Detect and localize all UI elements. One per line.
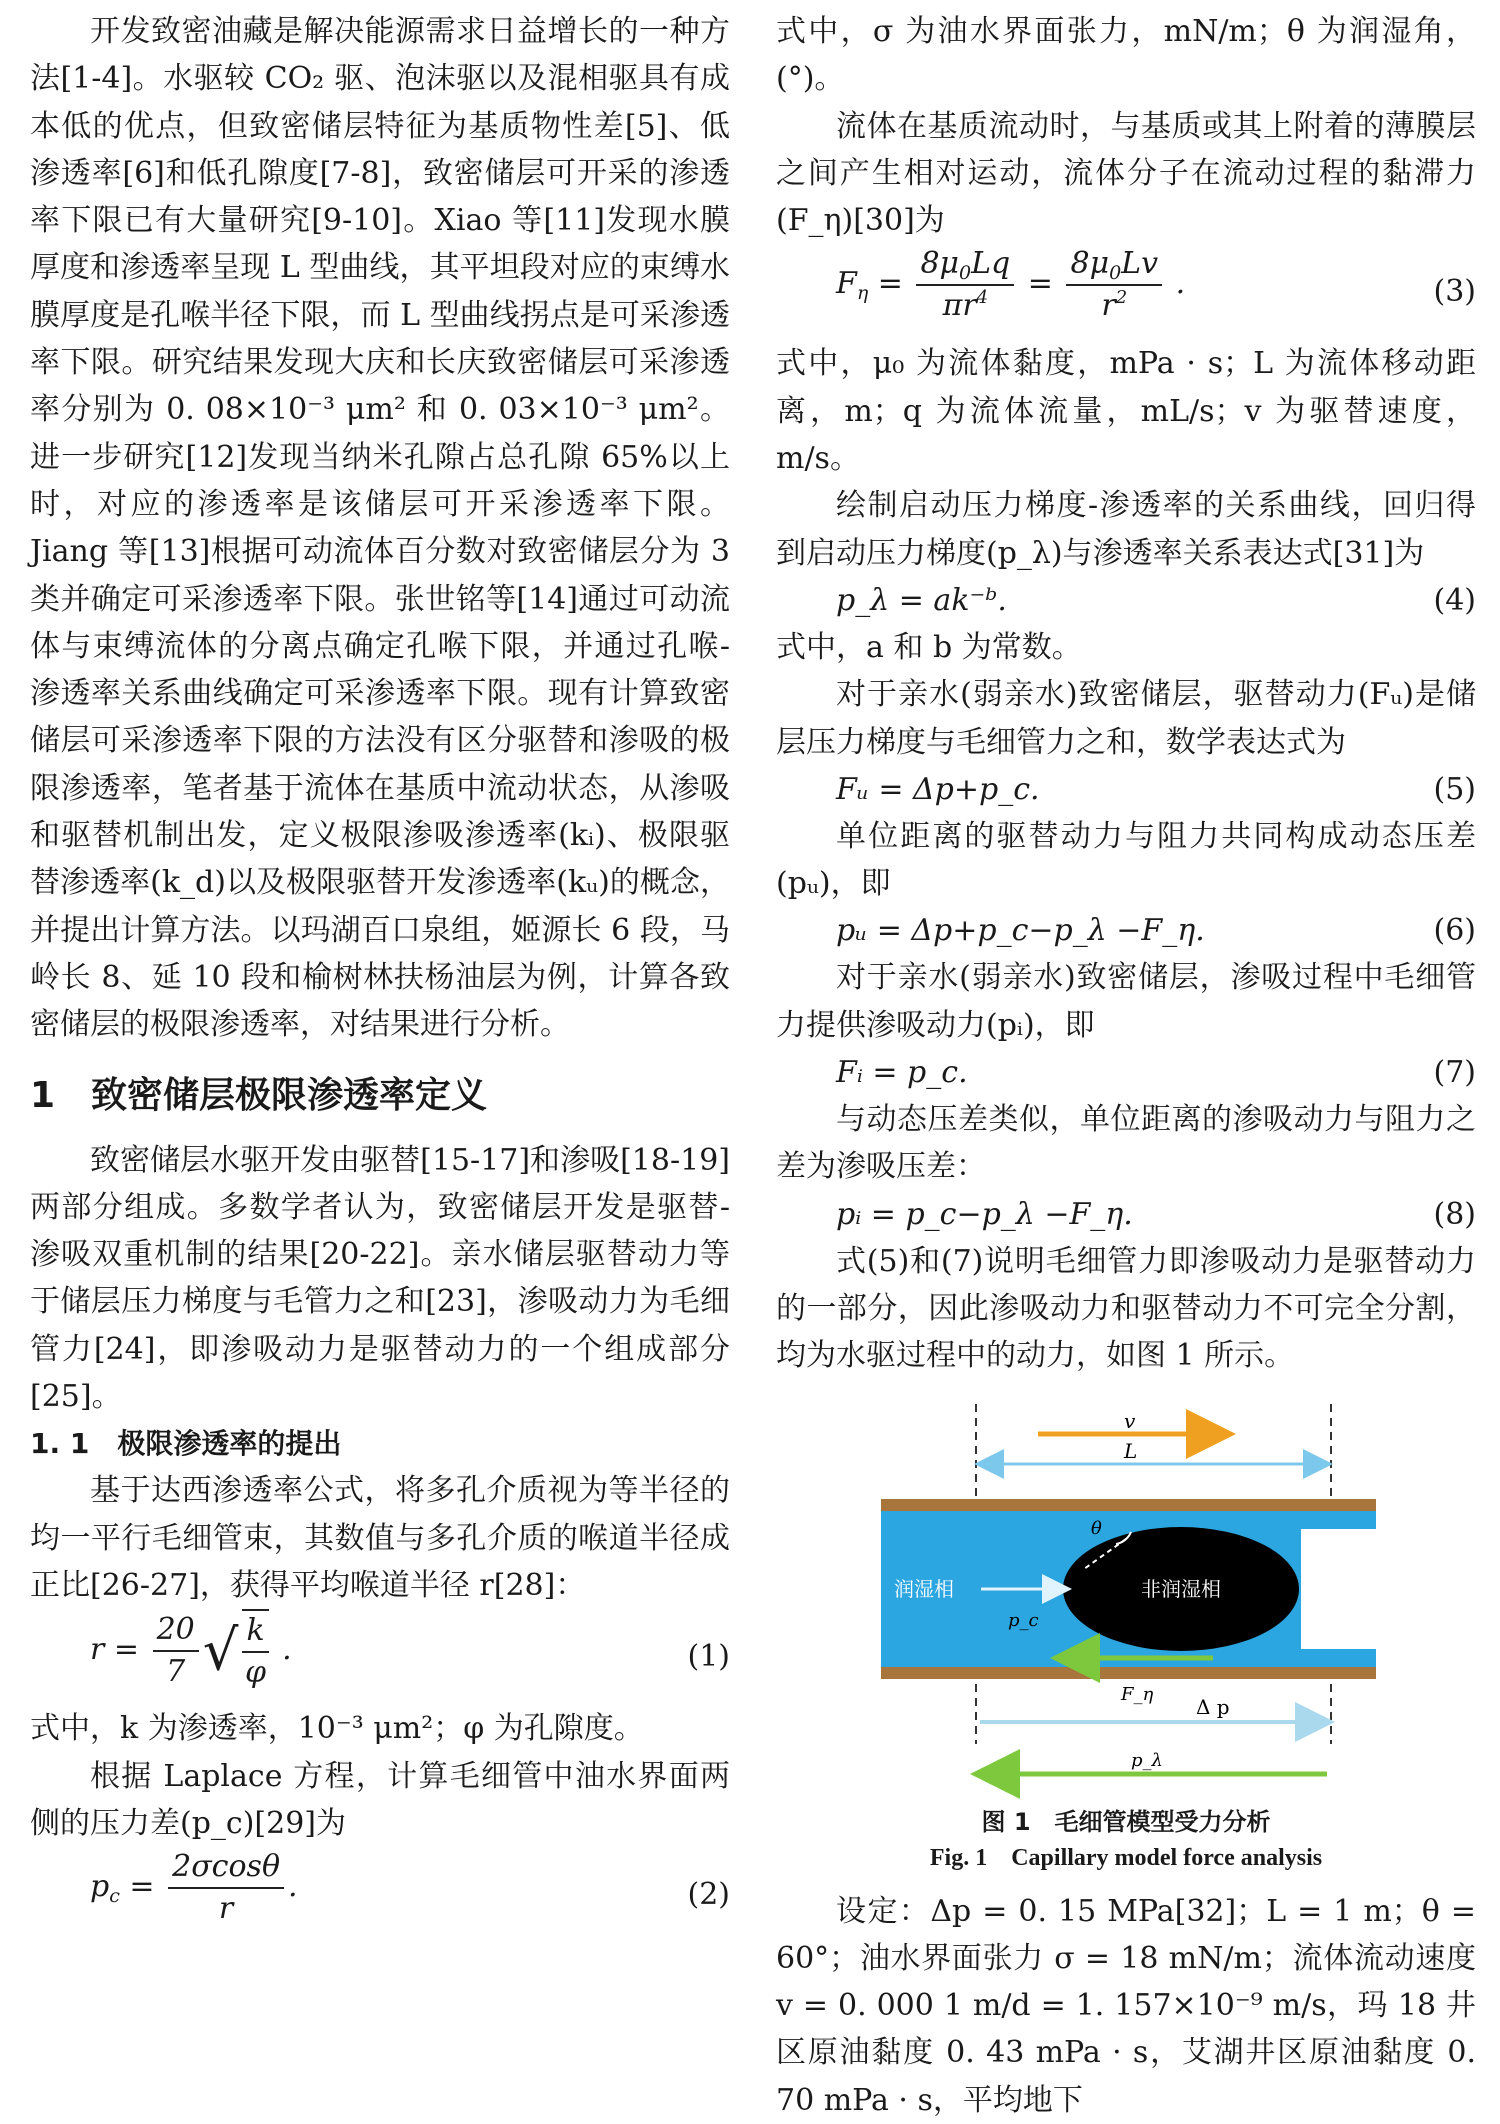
subsection-heading: 1. 1 极限渗透率的提出 bbox=[30, 1427, 342, 1461]
pc-label: p_c bbox=[1008, 1609, 1039, 1631]
capillary-diagram bbox=[776, 1404, 1476, 1804]
equation-4-number: (4) bbox=[1433, 582, 1476, 618]
equation-4-formula: p_λ = ak⁻ᵇ. bbox=[836, 582, 1007, 618]
imbibition-paragraph: 对于亲水(弱亲水)致密储层，渗吸过程中毛细管力提供渗吸动力(pᵢ)，即 bbox=[776, 960, 1476, 1043]
equation-1-number: (1) bbox=[687, 1639, 730, 1675]
equation-5-formula: Fᵤ = Δp+p_c. bbox=[836, 771, 1040, 807]
wetting-phase-label: 润湿相 bbox=[894, 1576, 954, 1601]
equation-5-number: (5) bbox=[1433, 771, 1476, 807]
equation-1 bbox=[30, 1609, 730, 1705]
plambda-label: p_λ bbox=[1131, 1749, 1163, 1771]
dp-label: Δ p bbox=[1196, 1694, 1230, 1719]
darcy-paragraph: 基于达西渗透率公式，将多孔介质视为等半径的均一平行毛细管束，其数值与多孔介质的喉道半径成正比[26-27]，获得平均喉道半径 r[28]： bbox=[30, 1473, 730, 1603]
equation-2-number: (2) bbox=[687, 1877, 730, 1913]
equation-3-formula: $F_\eta$ = $\frac{8\mu_0Lq}{\pi r^4}$ = $\frac{8\mu_0Lv}{r^2}$ . bbox=[836, 246, 1186, 324]
equation-7 bbox=[776, 1049, 1476, 1096]
intro-paragraph: 开发致密油藏是解决能源需求日益增长的一种方法[1-4]。水驱较 CO₂ 驱、泡沫驱以及混相驱具有成本低的优点，但致密储层特征为基质物性差[5]、低渗透率[6]和低孔隙度[7-8]，致密储层可开采的渗透率下限已有大量研究[9-10]。Xiao 等[11]发现水膜厚度和渗透率呈现 L 型曲线，其平坦段对应的束缚水膜厚度是孔喉半径下限，而 L 型曲线拐点是可采渗透率下限。研究结果发现大庆和长庆致密储层可采渗透率分别为 0. 08×10⁻³ μm² 和 0. 03×10⁻³ μm²。进一步研究[12]发现当纳米孔隙占总孔隙 65%以上时，对应的渗透率是该储层可开采渗透率下限。Jiang 等[13]根据可动流体百分数对致密储层分为 3 类并确定可采渗透率下限。张世铭等[14]通过可动流体与束缚流体的分离点确定孔喉下限，并通过孔喉-渗透率关系曲线确定可采渗透率下限。现有计算致密储层可采渗透率下限的方法没有区分驱替和渗吸的极限渗透率，笔者基于流体在基质中流动状态，从渗吸和驱替机制出发，定义极限渗吸渗透率(kᵢ)、极限驱替渗透率(k_d)以及极限驱替开发渗透率(kᵤ)的概念，并提出计算方法。以玛湖百口泉组，姬源长 6 段，马岭长 8、延 10 段和榆树林扶杨油层为例，计算各致密储层的极限渗透率，对结果进行分析。 bbox=[30, 14, 730, 1043]
right-column bbox=[776, 8, 1476, 2124]
laplace-paragraph: 根据 Laplace 方程，计算毛细管中油水界面两侧的压力差(p_c)[29]为 bbox=[30, 1758, 730, 1841]
viscous-paragraph: 流体在基质流动时，与基质或其上附着的薄膜层之间产生相对运动，流体分子在流动过程的黏滞力(F_η)[30]为 bbox=[776, 108, 1476, 239]
eq4-where: 式中，a 和 b 为常数。 bbox=[776, 629, 1082, 665]
gradient-paragraph: 绘制启动压力梯度-渗透率的关系曲线，回归得到启动压力梯度(p_λ)与渗透率关系表达式[31]为 bbox=[776, 488, 1476, 571]
equation-2 bbox=[30, 1847, 730, 1943]
equation-3-number: (3) bbox=[1433, 274, 1476, 310]
left-column bbox=[30, 8, 730, 1943]
tube-top-wall bbox=[881, 1499, 1376, 1511]
equation-6-number: (6) bbox=[1433, 913, 1476, 949]
eq3-where: 式中，μ₀ 为流体黏度，mPa · s；L 为流体移动距离，m；q 为流体流量，mL/s；v 为驱替速度，m/s。 bbox=[776, 346, 1476, 477]
settings-paragraph: 设定：Δp = 0. 15 MPa[32]；L = 1 m；θ = 60°；油水界面张力 σ = 18 mN/m；流体流动速度 v = 0. 000 1 m/d = 1. 157×10⁻⁹ m/s，玛 18 井区原油黏度 0. 43 mPa · s，艾湖井区原油黏度 0. 70 mPa · s，平均地下 bbox=[776, 1893, 1476, 2118]
velocity-label: v bbox=[1124, 1408, 1136, 1433]
section-heading: 1 致密储层极限渗透率定义 bbox=[30, 1074, 488, 1116]
figure-caption-zh: 图 1 毛细管模型受力分析 bbox=[981, 1807, 1271, 1836]
figure-caption-en: Fig. 1 Capillary model force analysis bbox=[929, 1844, 1323, 1871]
dynamic-paragraph: 单位距离的驱替动力与阻力共同构成动态压差(pᵤ)，即 bbox=[776, 818, 1476, 902]
equation-1-formula: r = $\frac{20}{7}$ √ $\frac{k}{\varphi}$ . bbox=[90, 1609, 292, 1693]
theta-label: θ bbox=[1091, 1517, 1102, 1539]
equation-6-formula: pᵤ = Δp+p_c−p_λ −F_η. bbox=[836, 913, 1205, 949]
equation-8 bbox=[776, 1191, 1476, 1238]
equation-5 bbox=[776, 766, 1476, 813]
summary-paragraph: 式(5)和(7)说明毛细管力即渗吸动力是驱替动力的一部分，因此渗吸动力和驱替动力不可完全分割，均为水驱过程中的动力，如图 1 所示。 bbox=[776, 1243, 1476, 1374]
eq2-where: 式中，σ 为油水界面张力，mN/m；θ 为润湿角，(°)。 bbox=[776, 14, 1476, 97]
nonwetting-phase-label: 非润湿相 bbox=[1141, 1576, 1221, 1601]
equation-8-number: (8) bbox=[1433, 1196, 1476, 1232]
feta-label: F_η bbox=[1121, 1683, 1154, 1705]
equation-7-number: (7) bbox=[1433, 1055, 1476, 1091]
equation-6 bbox=[776, 907, 1476, 954]
equation-2-formula: $p_c$ = $\frac{2\sigma\cos\theta}{r}$ . bbox=[90, 1849, 298, 1927]
equation-3 bbox=[776, 244, 1476, 340]
eq1-where: 式中，k 为渗透率，10⁻³ μm²；φ 为孔隙度。 bbox=[30, 1711, 644, 1747]
drive-paragraph: 对于亲水(弱亲水)致密储层，驱替动力(Fᵤ)是储层压力梯度与毛细管力之和，数学表达式为 bbox=[776, 677, 1476, 760]
section-paragraph: 致密储层水驱开发由驱替[15-17]和渗吸[18-19]两部分组成。多数学者认为，致密储层开发是驱替-渗吸双重机制的结果[20-22]。亲水储层驱替动力等于储层压力梯度与毛管力之和[23]，渗吸动力为毛细管力[24]，即渗吸动力是驱替动力的一个组成部分[25]。 bbox=[30, 1142, 730, 1415]
imbibition-diff-paragraph: 与动态压差类似，单位距离的渗吸动力与阻力之差为渗吸压差： bbox=[776, 1102, 1476, 1185]
equation-4 bbox=[776, 577, 1476, 624]
length-label: L bbox=[1124, 1438, 1138, 1463]
tube-top-film bbox=[881, 1511, 1376, 1529]
tube-gap-right bbox=[1301, 1529, 1376, 1649]
tube-bottom-wall bbox=[881, 1667, 1376, 1679]
equation-7-formula: Fᵢ = p_c. bbox=[836, 1055, 968, 1091]
capillary-figure bbox=[776, 1404, 1476, 1804]
equation-8-formula: pᵢ = p_c−p_λ −F_η. bbox=[836, 1196, 1133, 1232]
